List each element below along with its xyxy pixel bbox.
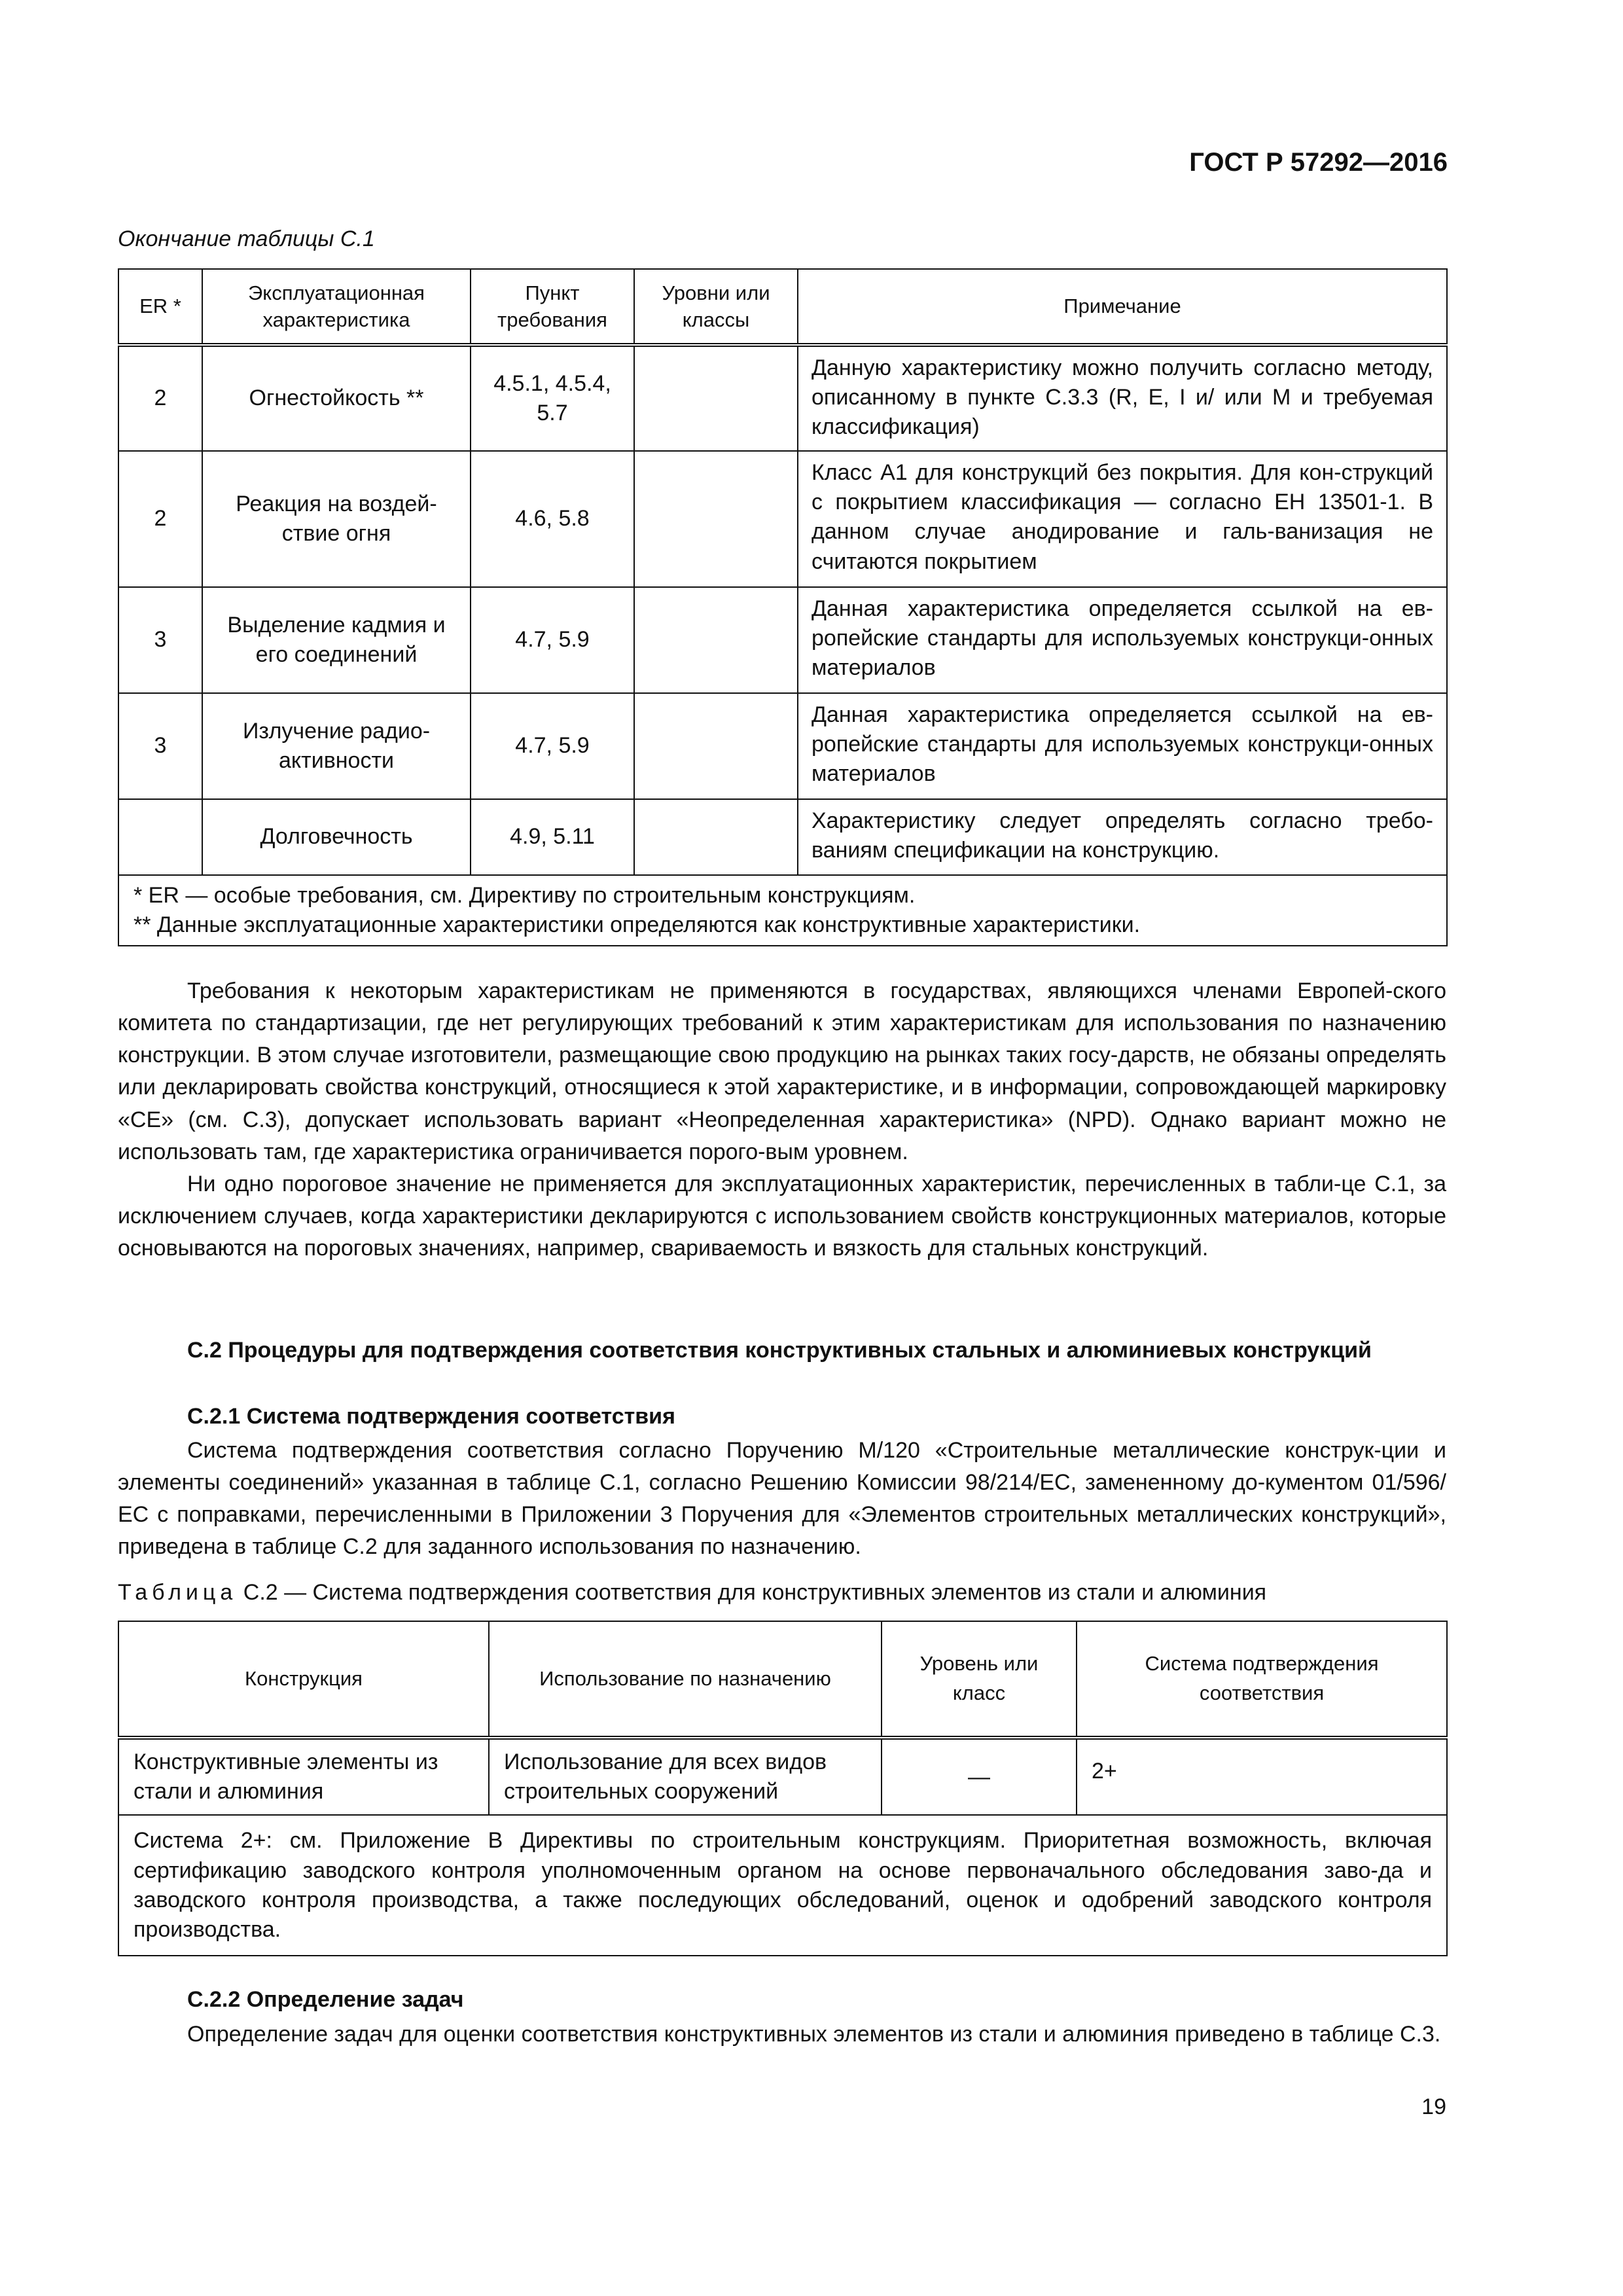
paragraph: Система подтверждения соответствия согласно Поручению М/120 «Строительные металлические конструк-ции и элементы соединений» указанная в таблице С.1, согласно Решению Комиссии 98/214/ЕС, замененному до-кументом 01/596/ЕС с поправками, перечисленными в Приложении 3 Поручения для «Элементов строительных металлических конструкций», приведена в таблице С.2 для заданного использования по назначению. [118,1438,1446,1560]
cell-er [118,799,202,875]
cell-levels [634,587,798,693]
body-paragraphs [118,975,1446,1265]
table-c2-caption [118,1580,1266,1605]
col-header-system: Система подтверждения соответствия [1077,1621,1447,1738]
section-heading-c2: С.2 Процедуры для подтверждения соответствия конструктивных стальных и алюминиевых конструкций [187,1338,1372,1363]
footnote-double-star: ** Данные эксплуатационные характеристики определяются как конструктивные характеристики. [134,912,1141,938]
cell-characteristic: Долговечность [202,799,471,875]
col-header-usage: Использование по назначению [489,1621,882,1738]
cell-levels [634,799,798,875]
cell-levels [634,693,798,799]
cell-er: 3 [118,693,202,799]
cell-characteristic: Излучение радио-активности [202,693,471,799]
cell-note: Характеристику следует определять согласно требо-ваниям спецификации на конструкцию. [798,799,1447,875]
col-header-note: Примечание [798,269,1447,345]
cell-clause: 4.7, 5.9 [471,693,634,799]
section-c21-body [118,1435,1446,1564]
table-row [118,693,1447,799]
cell-usage: Использование для всех видов строительных сооружений [489,1738,882,1815]
section-heading-c22: С.2.2 Определение задач [187,1987,464,2012]
col-header-clause: Пункт требования [471,269,634,345]
table-row [118,451,1447,587]
cell-er: 2 [118,451,202,587]
caption-label: Таблица [118,1580,238,1605]
cell-levels [634,451,798,587]
col-header-characteristic: Эксплуатационная характеристика [202,269,471,345]
col-header-levels: Уровни или классы [634,269,798,345]
cell-note: Данную характеристику можно получить согласно методу, описанному в пункте С.3.3 (R, E, I и/ или M и требуемая классификация) [798,345,1447,451]
cell-clause: 4.5.1, 4.5.4, 5.7 [471,345,634,451]
col-header-er: ER * [118,269,202,345]
table-row [118,799,1447,875]
cell-note: Данная характеристика определяется ссылкой на ев-ропейские стандарты для используемых конструкци-онных материалов [798,587,1447,693]
table-row [118,1738,1447,1815]
table-c1-caption: Окончание таблицы С.1 [118,226,375,251]
caption-text: С.2 — Система подтверждения соответствия для конструктивных элементов из стали и алюминия [237,1580,1267,1605]
cell-note: Данная характеристика определяется ссылкой на ев-ропейские стандарты для используемых конструкци-онных материалов [798,693,1447,799]
cell-characteristic: Выделение кадмия и его соединений [202,587,471,693]
cell-clause: 4.9, 5.11 [471,799,634,875]
cell-characteristic: Реакция на воздей-ствие огня [202,451,471,587]
cell-er: 2 [118,345,202,451]
document-code: ГОСТ Р 57292—2016 [1189,148,1448,177]
cell-clause: 4.7, 5.9 [471,587,634,693]
table-note: Система 2+: см. Приложение В Директивы по строительным конструкциям. Приоритетная возможность, включая сертификацию заводского контроля уполномоченным органом на основе первоначального обследования заво-да и заводского контроля производства, а также последующих обследований, оценок и одобрений заводского контроля производства. [118,1815,1447,1956]
col-header-level: Уровень или класс [882,1621,1077,1738]
table-c2 [118,1621,1448,1956]
cell-note: Класс А1 для конструкций без покрытия. Для кон-струкций с покрытием классификация — согласно ЕН 13501-1. В данном случае анодирование и галь-ванизация не считаются покрытием [798,451,1447,587]
footnotes-cell [118,875,1447,946]
col-header-construction: Конструкция [118,1621,489,1738]
cell-clause: 4.6, 5.8 [471,451,634,587]
cell-construction: Конструктивные элементы из стали и алюминия [118,1738,489,1815]
cell-level: — [882,1738,1077,1815]
paragraph: Ни одно пороговое значение не применяется для эксплуатационных характеристик, перечисленных в табли-це С.1, за исключением случаев, когда характеристики декларируются с использованием свойств конструкционных материалов, которые основываются на пороговых значениях, например, свариваемость и вязкость для стальных конструкций. [118,1171,1446,1261]
table-c1 [118,268,1448,946]
table-row [118,345,1447,451]
table-footnotes [118,875,1447,946]
cell-system: 2+ [1077,1738,1447,1815]
table-header-row [118,269,1447,345]
cell-er: 3 [118,587,202,693]
section-heading-c21: С.2.1 Система подтверждения соответствия [187,1404,675,1429]
page-number: 19 [1421,2094,1446,2119]
footnote-er: * ER — особые требования, см. Директиву по строительным конструкциям. [134,883,916,908]
table-note-row [118,1815,1447,1956]
table-header-row [118,1621,1447,1738]
section-c22-body [118,2018,1446,2051]
paragraph: Требования к некоторым характеристикам не применяются в государствах, являющихся членами Европей-ского комитета по стандартизации, где нет регулирующих требований к этим характеристикам для использования по назначению конструкции. В этом случае изготовители, размещающие свою продукцию на рынках таких госу-дарств, не обязаны определять или декларировать свойства конструкций, относящиеся к этой характеристике, и в информации, сопровождающей маркировку «СЕ» (см. С.3), допускает использовать вариант «Неопределенная характеристика» (NPD). Однако вариант можно не использовать там, где характеристика ограничивается порого-вым уровнем. [118,978,1446,1164]
table-row [118,587,1447,693]
cell-characteristic: Огнестойкость ** [202,345,471,451]
cell-levels [634,345,798,451]
paragraph: Определение задач для оценки соответствия конструктивных элементов из стали и алюминия приведено в таблице С.3. [187,2022,1441,2047]
